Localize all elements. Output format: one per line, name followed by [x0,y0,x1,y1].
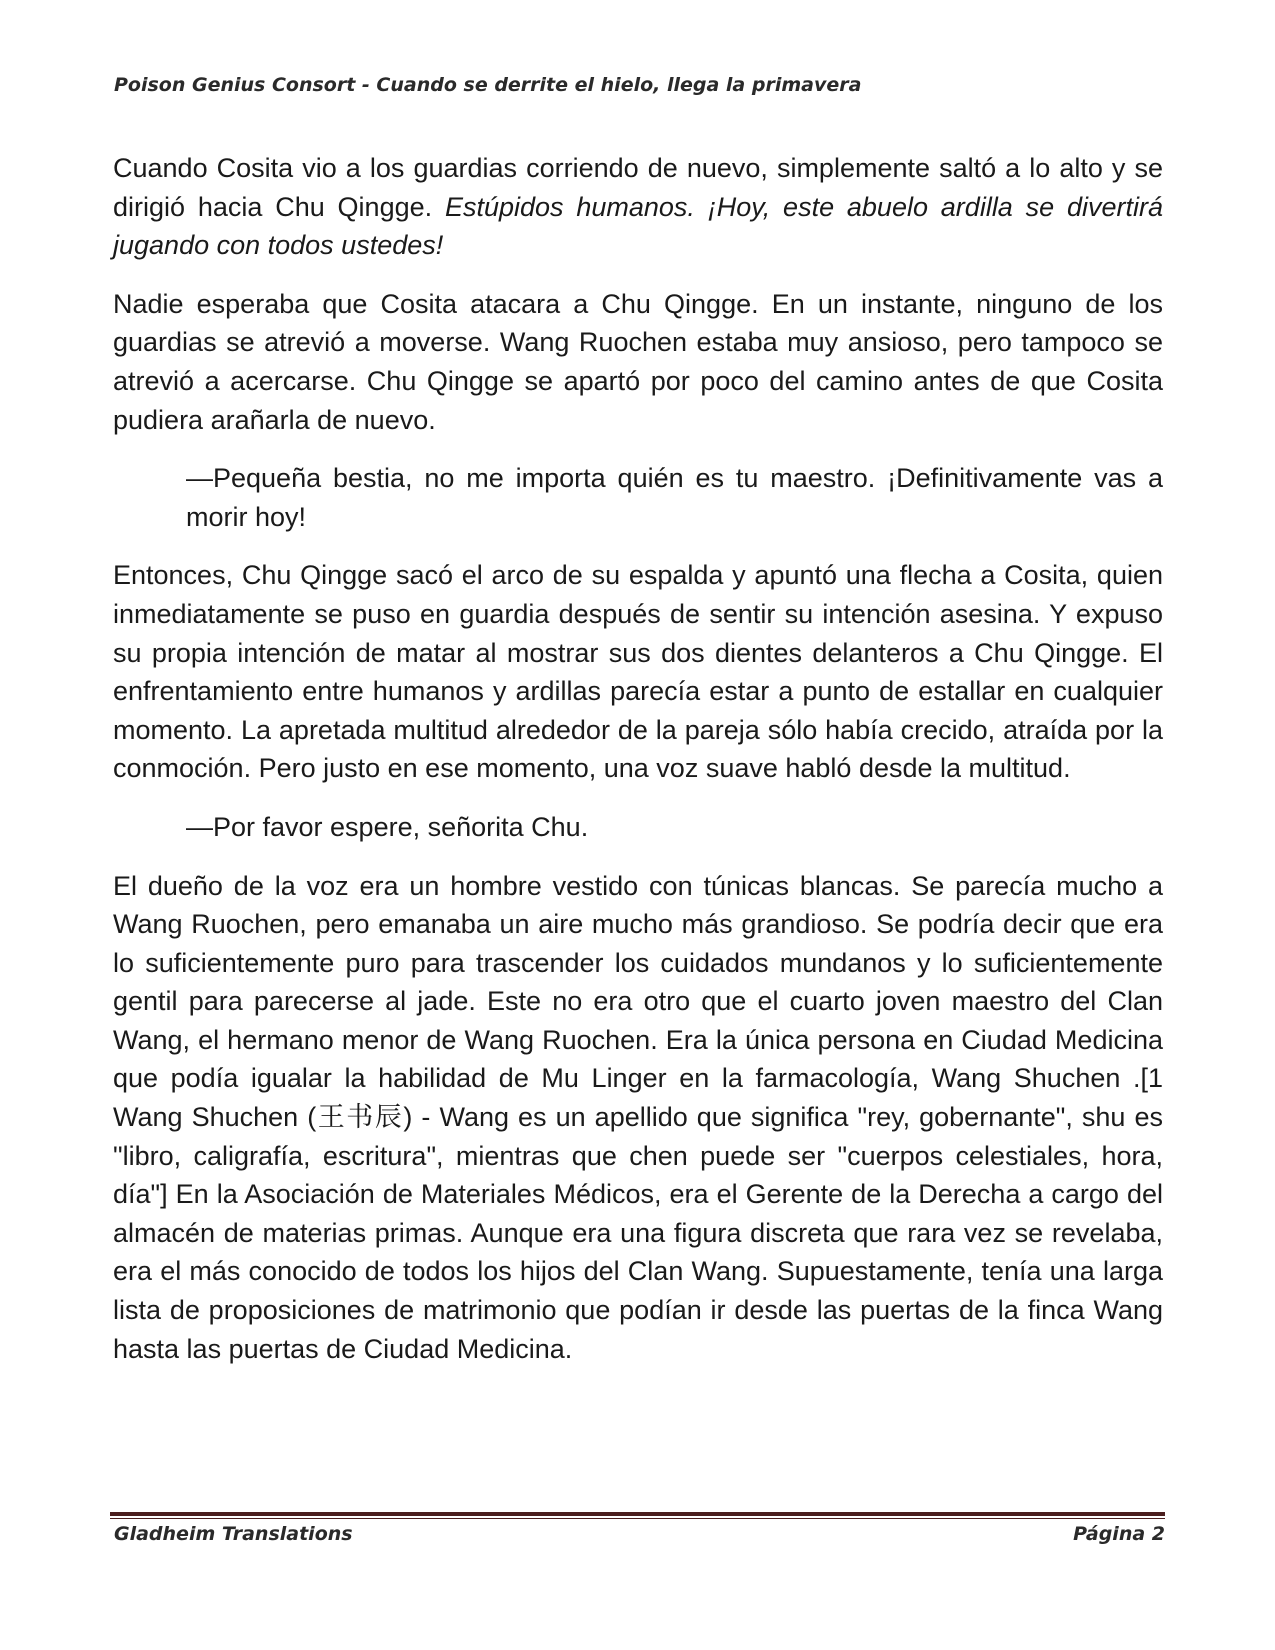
footer-divider [110,1512,1165,1519]
footer-publisher: Gladheim Translations [114,1523,353,1545]
paragraph-1-italic-thought: Estúpidos humanos. ¡Hoy, este abuelo ardilla se divertirá jugando con todos ustedes! [113,191,1164,261]
paragraph-1 [113,149,1163,265]
paragraph-1-text: Cuando Cosita vio a los guardias corriendo de nuevo, simplemente saltó a lo alto y se dirigió hacia Chu Qingge. [113,153,1163,222]
dialogue-line-1: —Pequeña bestia, no me importa quién es tu maestro. ¡Definitivamente vas a morir hoy! [186,463,1163,532]
paragraph-3: Entonces, Chu Qingge sacó el arco de su espalda y apuntó una flecha a Cosita, quien inmediatamente se puso en guardia después de sentir su intención asesina. Y expuso su propia intención de matar al mostrar sus dos dientes delanteros a Chu Qingge. El enfrentamiento entre humanos y ardillas parecía estar a punto de estallar en cualquier momento. La apretada multitud alrededor de la pareja sólo había crecido, atraída por la conmoción. Pero justo en ese momento, una voz suave habló desde la multitud. [113,560,1163,784]
footer-page-number: Página 2 [1073,1523,1165,1545]
dialogue-line-2: —Por favor espere, señorita Chu. [186,811,589,842]
paragraph-2: Nadie esperaba que Cosita atacara a Chu Qingge. En un instante, ninguno de los guardias se atrevió a moverse. Wang Ruochen estaba muy ansioso, pero tampoco se atrevió a acercarse. Chu Qingge se apartó por poco del camino antes de que Cosita pudiera arañarla de nuevo. [113,288,1163,435]
paragraph-4: El dueño de la voz era un hombre vestido con túnicas blancas. Se parecía mucho a Wang Ruochen, pero emanaba un aire mucho más grandioso. Se podría decir que era lo suficientemente puro para trascender los cuidados mundanos y lo suficientemente gentil para parecerse al jade. Este no era otro que el cuarto joven maestro del Clan Wang, el hermano menor de Wang Ruochen. Era la única persona en Ciudad Medicina que podía igualar la habilidad de Mu Linger en la farmacología, Wang Shuchen .[1 Wang Shuchen (王书辰) - Wang es un apellido que significa "rey, gobernante", shu es "libro, caligrafía, escritura", mientras que chen puede ser "cuerpos celestiales, hora, día"] En la Asociación de Materiales Médicos, era el Gerente de la Derecha a cargo del almacén de materias primas. Aunque era una figura discreta que rara vez se revelaba, era el más conocido de todos los hijos del Clan Wang. Supuestamente, tenía una larga lista de proposiciones de matrimonio que podían ir desde las puertas de la finca Wang hasta las puertas de Ciudad Medicina. [113,870,1163,1364]
page-header-title: Poison Genius Consort - Cuando se derrite el hielo, llega la primavera [114,74,862,96]
document-body [113,149,1163,1368]
